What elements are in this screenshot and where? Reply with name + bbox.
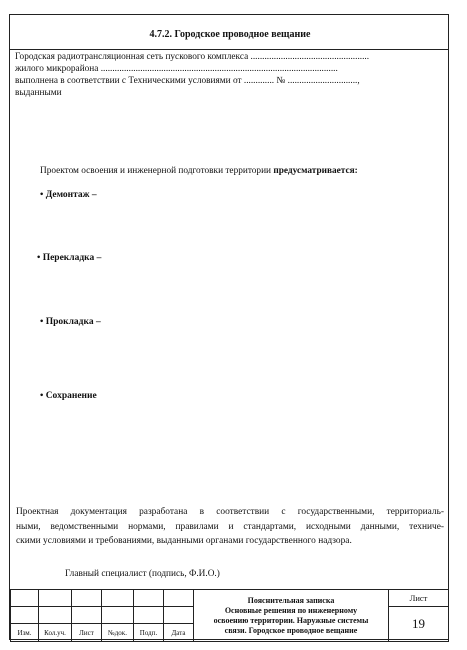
stamp-cell bbox=[134, 590, 164, 607]
project-statement-emphasis: предусматривается: bbox=[273, 166, 358, 176]
stamp-cell bbox=[164, 607, 194, 624]
stamp-col-change: Изм. bbox=[11, 624, 39, 642]
stamp-cell bbox=[72, 590, 102, 607]
section-title: 4.7.2. Городское проводное вещание bbox=[149, 29, 311, 40]
stamp-cell bbox=[102, 590, 134, 607]
stamp-cell bbox=[39, 590, 72, 607]
stamp-sheet-number: 19 bbox=[389, 607, 449, 642]
stamp-sheet-label: Лист bbox=[389, 590, 449, 607]
closing-line-2: ными, ведомственными нормами, правилами и стандартами, исходными данными, техниче- bbox=[16, 521, 444, 532]
bullet-laying: • Прокладка – bbox=[40, 317, 101, 327]
stamp-cell bbox=[164, 590, 194, 607]
page-frame bbox=[9, 14, 449, 640]
intro-line-2: жилого микрорайона ...................................................................................................... bbox=[15, 64, 338, 74]
stamp-cell bbox=[102, 607, 134, 624]
stamp-description-line: Основные решения по инженерному bbox=[224, 605, 358, 615]
intro-line-4: выданными bbox=[15, 88, 62, 98]
project-statement bbox=[40, 166, 358, 176]
intro-line-3: выполнена в соответствии с Техническими условиями от ............. № .............................., bbox=[15, 76, 360, 86]
stamp-cell bbox=[72, 607, 102, 624]
closing-line-1: Проектная документация разработана в соответствии с государственными, территориаль- bbox=[16, 507, 444, 517]
stamp-description-line: освоению территории. Наружные системы bbox=[213, 615, 369, 625]
stamp-description-title: Пояснительная записка bbox=[247, 595, 335, 605]
stamp-cell bbox=[11, 607, 39, 624]
stamp-col-sheet: Лист bbox=[72, 624, 102, 642]
bullet-dismantling: • Демонтаж – bbox=[40, 190, 97, 200]
closing-line-3: скими условиями и требованиями, выданными органами государственного надзора. bbox=[16, 536, 352, 546]
intro-line-1: Городская радиотрансляционная сеть пускового комплекса ................................................... bbox=[15, 52, 370, 62]
bullet-preservation: • Сохранение bbox=[40, 391, 97, 401]
stamp-cell bbox=[11, 590, 39, 607]
closing-paragraph bbox=[16, 505, 444, 549]
bullet-relaying: • Перекладка – bbox=[37, 253, 102, 263]
stamp-description-line: связи. Городское проводное вещание bbox=[224, 625, 358, 635]
project-statement-text: Проектом освоения и инженерной подготовки территории bbox=[40, 166, 274, 176]
stamp-cell bbox=[39, 607, 72, 624]
stamp-col-date: Дата bbox=[164, 624, 194, 642]
stamp-col-quantity: Кол.уч. bbox=[39, 624, 72, 642]
stamp-col-doc-number: №док. bbox=[102, 624, 134, 642]
signature-line: Главный специалист (подпись, Ф.И.О.) bbox=[65, 569, 220, 579]
stamp-cell bbox=[134, 607, 164, 624]
title-divider bbox=[10, 49, 448, 50]
stamp-description bbox=[194, 590, 389, 642]
title-block bbox=[10, 589, 449, 642]
stamp-col-signature: Подп. bbox=[134, 624, 164, 642]
